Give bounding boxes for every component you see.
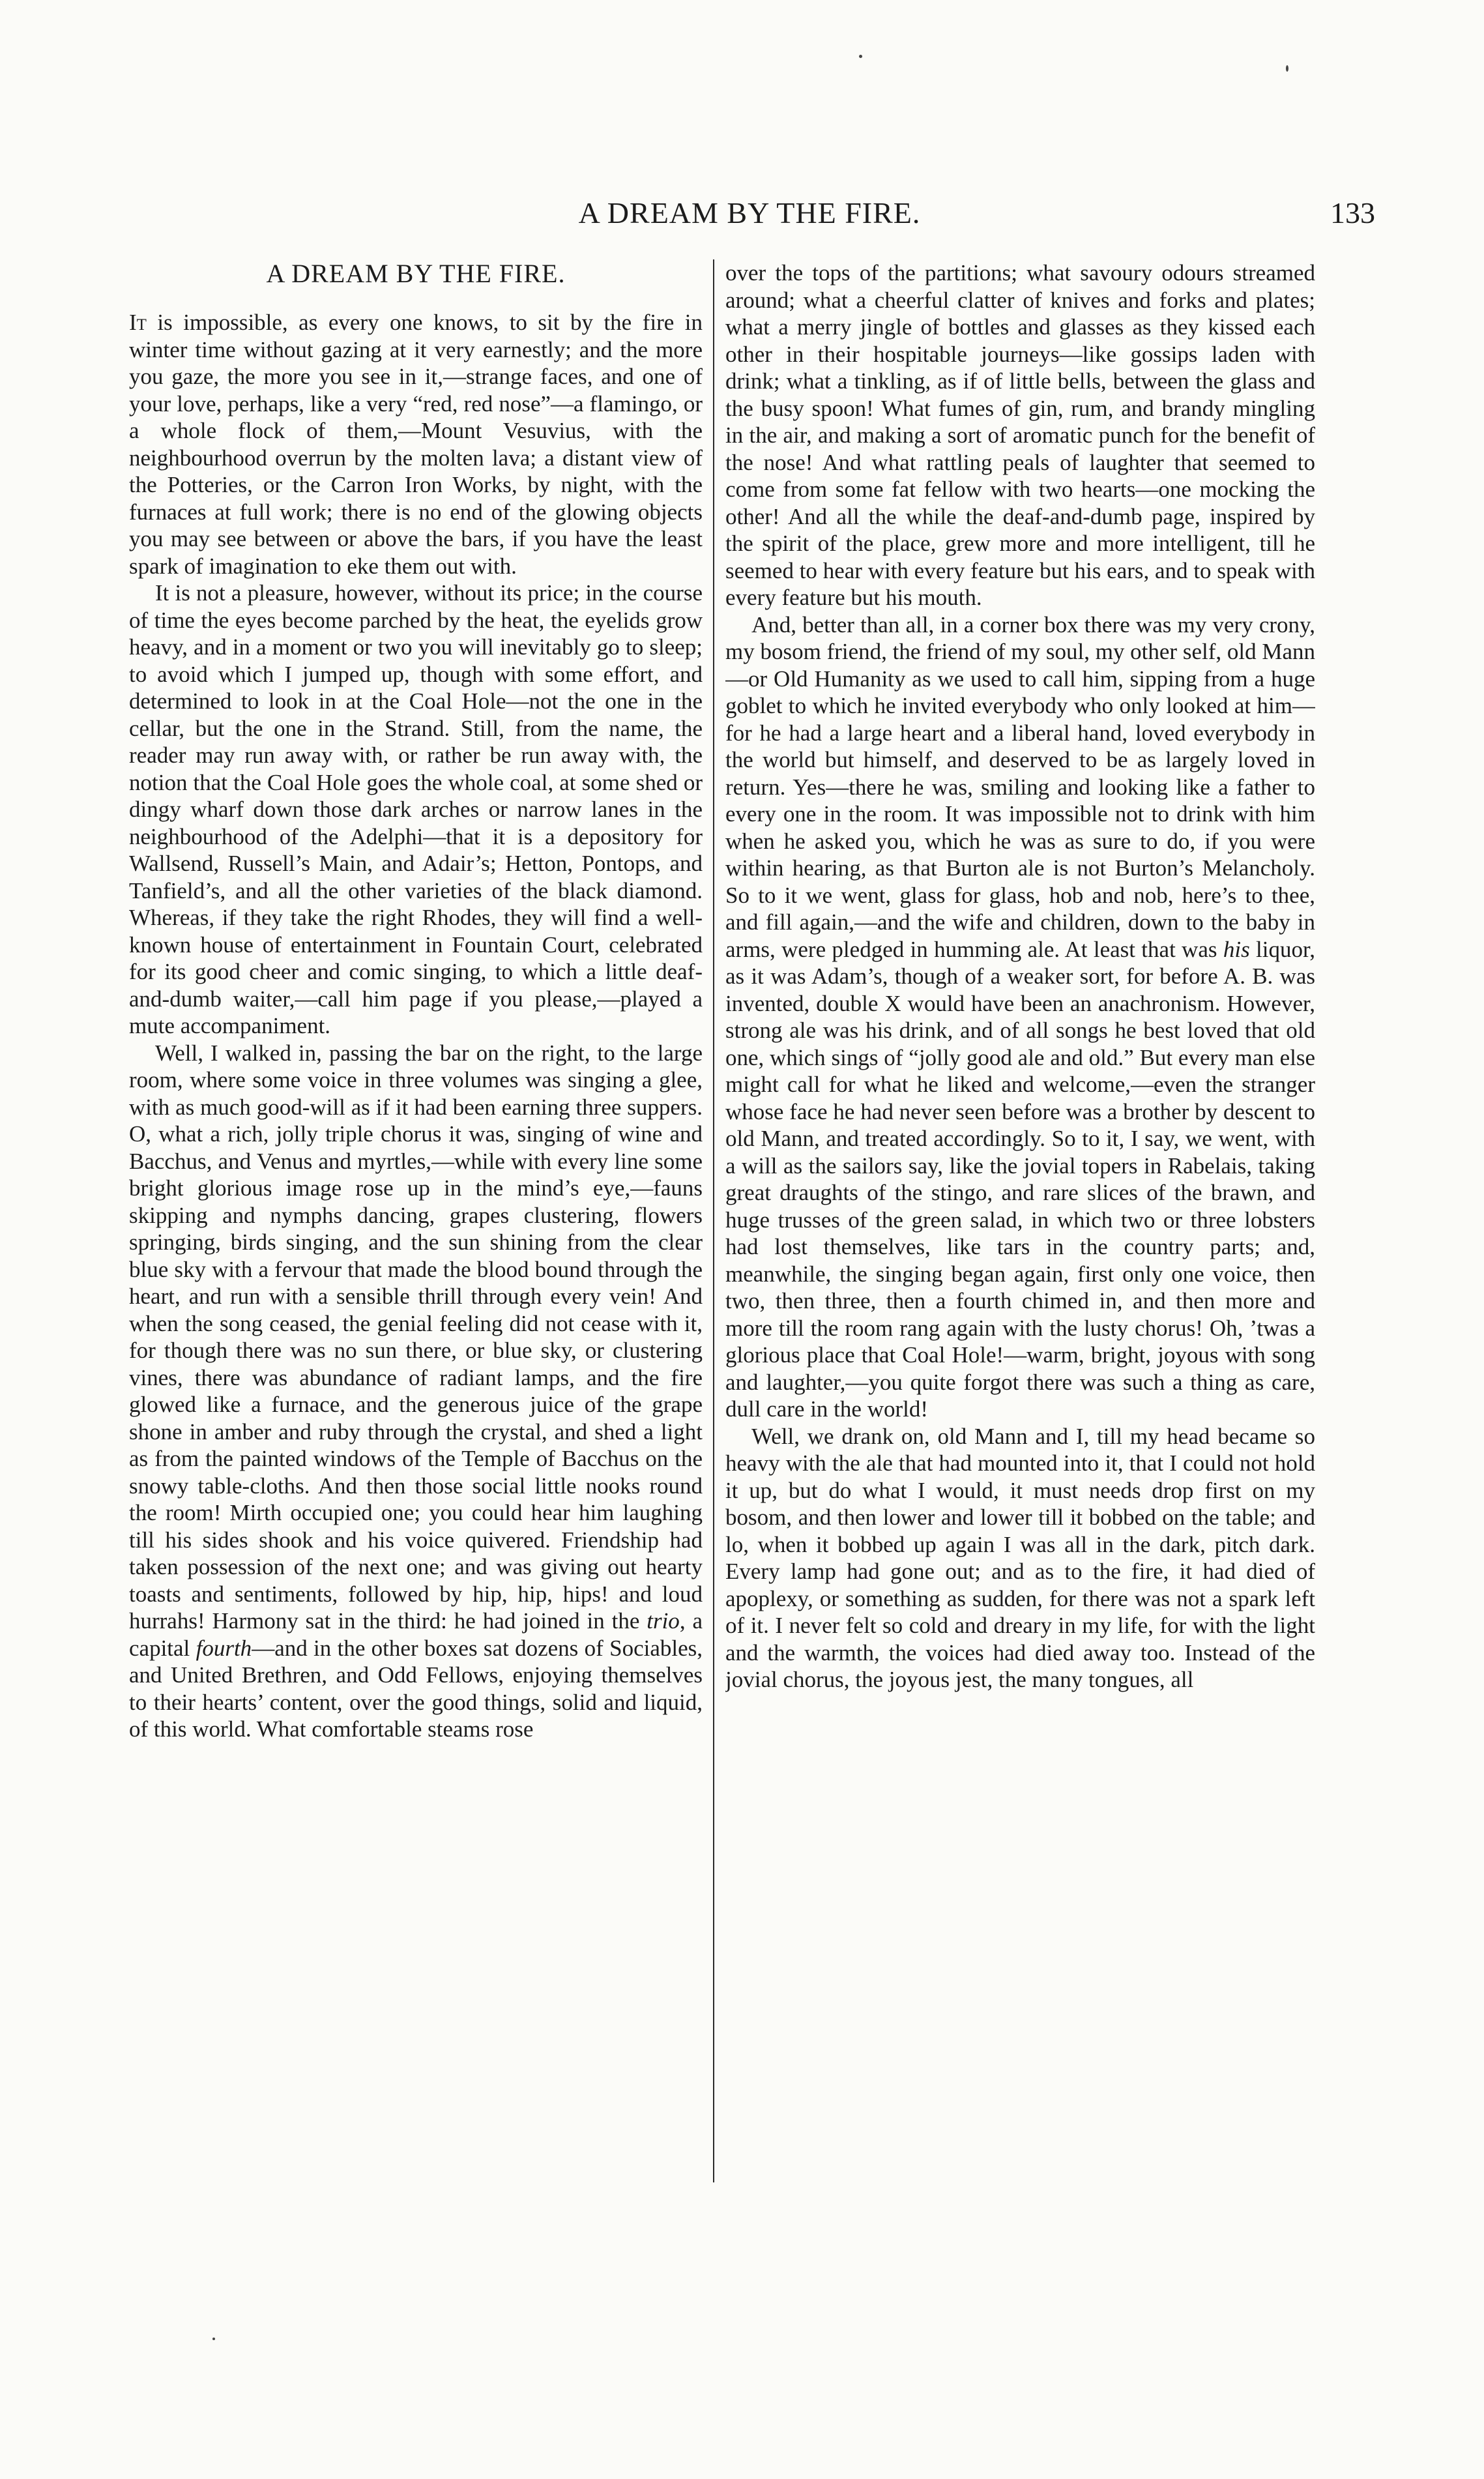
paragraph-text: Well, I walked in, passing the bar on the right, to the large room, where some voice in three volumes was singing a glee, with as much good-will as if it had been earning three suppers. O, what a rich, jolly triple chorus it was, singing of wine and Bacchus, and Venus and myrtles,—while with every line some bright glorious image rose up in the mind’s eye,—fauns skipping and nymphs dancing, grapes clustering, flowers springing, birds singing, and the sun shining from the clear blue sky with a fervour that made the blood bound through the heart, and run with a sensible thrill through every vein! And when the song ceased, the genial feeling did not cease with it, for though there was no sun there, or blue sky, or clustering vines, there was abundance of radiant lamps, and the fire glowed like a furnace, and the generous juice of the grape shone in amber and ruby through the crystal, and shed a light as from the painted windows of the Temple of Bacchus on the snowy table-cloths. And then those social little nooks round the room! Mirth occupied one; you could hear him laughing till his sides shook and his voice quivered. Friendship had taken possession of the next one; and was giving out hearty toasts and sentiments, followed by hip, hip, hips! and loud hurrahs! Harmony sat in the third: he had joined in the [129,1040,703,1634]
paragraph [725,611,1315,1423]
paragraph [129,1040,703,1743]
italic-word: his [1223,936,1250,962]
paragraph-text: And, better than all, in a corner box there was my very crony, my bosom friend, the friend of my soul, my other self, old Mann—or Old Humanity as we used to call him, sipping from a huge goblet to which he invited everybody who only looked at him—for he had a large heart and a liberal hand, loved everybody in the world but himself, and deserved to be as largely loved in return. Yes—there he was, smiling and looking like a father to every one in the room. It was impossible not to drink with him when he asked you, which he was as sure to do, if you were within hearing, as that Burton ale is not Burton’s Melancholy. So to it we went, glass for glass, hob and nob, here’s to thee, and fill again,—and the wife and children, down to the baby in arms, were pledged in humming ale. At least that was [725,611,1315,962]
paragraph: over the tops of the partitions; what savoury odours streamed around; what a cheerful clatter of knives and forks and plates; what a merry jingle of bottles and glasses as they kissed each other in their hospitable journeys—like gossips laden with drink; what a tinkling, as if of little bells, between the glass and the busy spoon! What fumes of gin, rum, and brandy mingling in the air, and making a sort of aromatic punch for the benefit of the nose! And what rattling peals of laughter that seemed to come from some fat fellow with two hearts—one mocking the other! And all the while the deaf-and-dumb page, inspired by the spirit of the place, grew more and more intelligent, till he seemed to hear with every feature but his ears, and to speak with every feature but his mouth. [725,260,1315,610]
ink-speck [859,55,862,58]
column-rule [713,259,714,2182]
paragraph [129,309,703,579]
running-title: A DREAM BY THE FIRE. [578,196,921,229]
right-column [725,259,1315,2182]
italic-word: fourth [196,1635,252,1661]
ink-speck [212,2338,215,2340]
paragraph: It is not a pleasure, however, without its price; in the course of time the eyes become parched by the heat, the eyelids grow heavy, and in a moment or two you will inevitably go to sleep; to avoid which I jumped up, though with some effort, and determined to look in at the Coal Hole—not the one in the cellar, but the one in the Strand. Still, from the name, the reader may run away with, or rather be run away with, the notion that the Coal Hole goes the whole coal, at some shed or dingy wharf down those dark arches or narrow lanes in the neighbourhood of the Adelphi—that it is a depository for Wallsend, Russell’s Main, and Adair’s; Hetton, Pontops, and Tanfield’s, and all the other varieties of the black diamond. Whereas, if they take the right Rhodes, they will find a well-known house of entertainment in Fountain Court, celebrated for its good cheer and comic singing, to which a little deaf-and-dumb waiter,—call him page if you please,—played a mute accompaniment. [129,580,703,1038]
article-title: A DREAM BY THE FIRE. [266,259,566,288]
paragraph-text: , a capital [129,1608,703,1661]
lead-word: It [129,310,147,335]
paragraph-text: is impossible, as every one knows, to sit by the fire in winter time without gazing at it very earnestly; and the more you gaze, the more you see in it,—strange faces, and one of your love, perhaps, like a very “red, red nose”—a flamingo, or a whole flock of them,—Mount Vesuvius, with the neighbourhood overrun by the molten lava; a distant view of the Potteries, or the Carron Iron Works, by night, with the furnaces at full work; there is no end of the glowing objects you may see between or above the bars, if you have the least spark of imagination to eke them out with. [129,310,703,579]
running-head [104,190,1395,236]
paragraph: Well, we drank on, old Mann and I, till my head became so heavy with the ale that had mounted into it, that I could not hold it up, but do what I would, it must needs drop first on my bosom, and then lower and lower till it bobbed on the table; and lo, when it bobbed up again I was all in the dark, pitch dark. Every lamp had gone out; and as to the fire, it had died of apoplexy, or something as sudden, for there was not a spark left of it. I never felt so cold and dreary in my life, for with the light and the warmth, the voices had died away too. Instead of the jovial chorus, the joyous jest, the many tongues, all [725,1423,1315,1692]
left-column [129,259,703,2182]
paragraph-text: —and in the other boxes sat dozens of Sociables, and United Brethren, and Odd Fellows, enjoying themselves to their hearts’ content, over the good things, solid and liquid, of this world. What comfortable steams rose [129,1635,703,1742]
paragraph-text: liquor, as it was Adam’s, though of a weaker sort, for before A. B. was invented, double X would have been an anachronism. However, strong ale was his drink, and of all songs he best loved that old one, which sings of “jolly good ale and old.” But every man else might call for what he liked and welcome,—even the stranger whose face he had never seen before was a brother by descent to old Mann, and treated accordingly. So to it, I say, we went, with a will as the sailors say, like the jovial topers in Rabelais, taking great draughts of the stingo, and rare slices of the brawn, and huge trusses of the green salad, in which two or three lobsters had lost themselves, like tars in the country parts; and, meanwhile, the singing began again, first only one voice, then two, then three, then a fourth chimed in, and then more and more till the room rang again with the lusty chorus! Oh, ’twas a glorious place that Coal Hole!—warm, bright, joyous with song and laughter,—you quite forgot there was such a thing as care, dull care in the world! [725,936,1315,1422]
page-number: 133 [1330,196,1375,229]
italic-word: trio [647,1608,680,1634]
ink-speck [1286,65,1288,72]
